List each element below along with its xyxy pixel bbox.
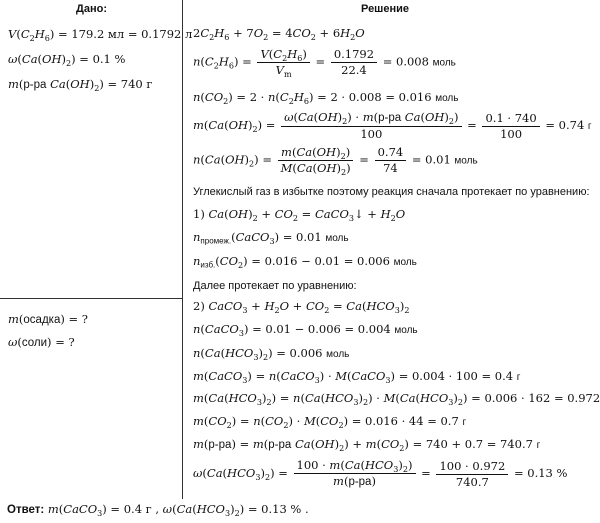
combustion-equation: $2C_2H_6 + 7O_2 = 4CO_2 + 6H_2O$ [193, 26, 365, 42]
omega-salt-calc: $\omega(Ca(HCO_3)_2)$ = $\frac{100 \cdot m(Ca(HCO_3)_2)}{m(р-ра)}$ = $\frac{100 \cdot 0.972}{740.7}$ = 0.13 % [193, 458, 568, 489]
fraction: $\frac{\omega(Ca(OH)_2) \cdot m(р-ра Ca(OH)_2)}{100}$ [281, 110, 461, 142]
given-omega-value: 0.1 % [92, 52, 126, 66]
n-hco3: $n(Ca(HCO_3)_2) = 0.006$ моль [193, 346, 350, 362]
fraction: $\frac{0.1 \cdot 740}{100}$ [482, 111, 539, 142]
answer-label: Ответ: [7, 504, 45, 516]
find-salt-label: соли [21, 337, 48, 349]
given-omega: $\omega(Ca(OH)_2) = 0.1$ % [8, 52, 126, 68]
fraction: $\frac{V(C_2H_6)}{V_m}$ [257, 47, 309, 78]
column-divider [182, 0, 183, 499]
find-sediment-label: осадка [23, 314, 61, 326]
given-mass-label: р-ра [23, 79, 47, 91]
n-co2-calc: $n(CO_2) = 2 \cdot n(C_2H_6) = 2 \cdot 0.008 = 0.016$ моль [193, 90, 459, 106]
reaction-1: 1) $Ca(OH)_2 + CO_2$ = CaCO$_3$↓ + $H_2O$ [193, 207, 406, 223]
given-find-divider [0, 298, 183, 299]
text-excess: Углекислый газ в избытке поэтому реакция сначала протекает по уравнению: [193, 186, 590, 198]
text-further: Далее протекает по уравнению: [193, 280, 357, 292]
fraction: $\frac{0.1792}{22.4}$ [331, 47, 377, 78]
fraction: $\frac{m(Ca(OH)_2)}{M(Ca(OH)_2)}$ [278, 145, 354, 176]
answer-line: Ответ: m(CaCO$_3$) = 0.4 г , $\omega(Ca(HCO_3)_2) = 0.13$ % . [7, 502, 309, 518]
m-hco3-calc: $m(Ca(HCO_3)_2) = n(Ca(HCO_3)_2) \cdot M(Ca(HCO_3)_2) = 0.006 \cdot 162 = 0.972$ [193, 391, 600, 407]
given-mass: m(р-ра $Ca(OH)_2) = 740$ г [8, 77, 153, 93]
n-caoh2-calc: $n(Ca(OH)_2)$ = $\frac{m(Ca(OH)_2)}{M(Ca(OH)_2)}$ = $\frac{0.74}{74}$ = 0.01 моль [193, 145, 478, 177]
answer-caco3-mass: 0.4 г [123, 502, 152, 516]
given-mass-value: 740 г [120, 77, 153, 91]
given-volume: $V(C_2H_6) = 179.2$ мл = 0.1792 л [8, 27, 193, 43]
n-caco3-remaining: n(CaCO$_3$) = 0.01 − 0.006 = 0.004 моль [193, 322, 418, 338]
m-co2-calc: $m(CO_2) = n(CO_2) \cdot M(CO_2) = 0.016 \cdot 44 = 0.7$ г [193, 414, 467, 430]
fraction: $\frac{100 \cdot m(Ca(HCO_3)_2)}{m(р-ра)}$ [294, 458, 416, 490]
m-caoh2-calc: $m(Ca(OH)_2)$ = $\frac{\omega(Ca(OH)_2) \cdot m(р-ра Ca(OH)_2)}{100}$ = $\frac{0.1 \cdot 740}{100}$ = 0.74 г [193, 110, 592, 141]
given-header: Дано: [76, 3, 107, 15]
given-volume-value: 179.2 мл = 0.1792 л [71, 27, 193, 41]
reaction-2: 2) CaCO$_3$ + $H_2O + CO_2 = Ca(HCO_3)_2$ [193, 299, 410, 315]
m-caco3-calc: m(CaCO$_3$) = n(CaCO$_3$) · M(CaCO$_3$) = 0.004 · 100 = 0.4 г [193, 369, 521, 385]
fraction: $\frac{100 \cdot 0.972}{740.7}$ [436, 459, 508, 490]
n-ethane-calc: $n(C_2H_6)$ = $\frac{V(C_2H_6)}{V_m}$ = $\frac{0.1792}{22.4}$ = 0.008 моль [193, 47, 456, 79]
find-sediment: m(осадка) = ? [8, 312, 88, 326]
n-excess-co2: $n_{изб.}(CO_2) = 0.016 - 0.01 = 0.006$ моль [193, 254, 417, 270]
m-solution-calc: m(р-ра) = m(р-ра $Ca(OH)_2) + m(CO_2) = 740 + 0.7 = 740.7$ г [193, 437, 541, 453]
n-intermediate-caco3: $n_{промеж.}(CaCO_3) = 0.01$ моль [193, 230, 349, 246]
fraction: $\frac{0.74}{74}$ [375, 145, 407, 176]
find-salt: ω(соли) = ? [8, 335, 75, 349]
solution-header: Решение [361, 3, 409, 15]
answer-hco3-omega: 0.13 % [261, 502, 302, 516]
